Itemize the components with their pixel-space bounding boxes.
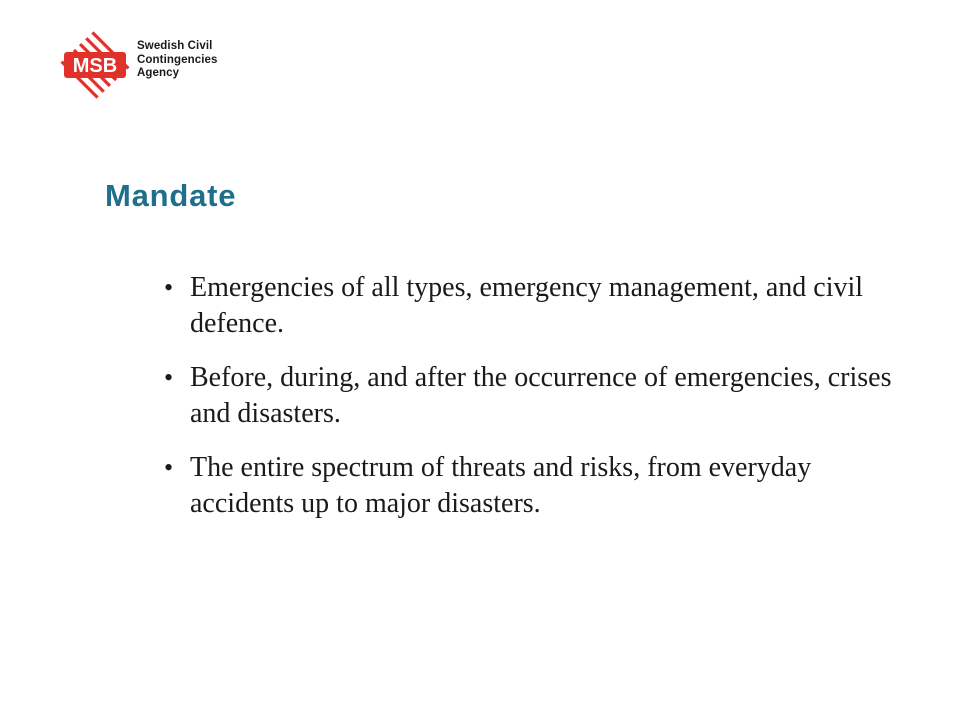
bullet-text: Emergencies of all types, emergency management, and civil defence. [190,272,864,339]
msb-logo [56,28,256,98]
bullet-item [160,270,920,342]
bullet-list [160,270,920,540]
bullet-item [160,450,920,522]
logo-line-3: Agency [137,67,180,79]
bullet-item [160,360,920,432]
logo-line-1: Swedish Civil [137,40,213,52]
bullet-text: The entire spectrum of threats and risks, from everyday accidents up to major disasters. [190,452,812,519]
bullet-text: Before, during, and after the occurrence of emergencies, crises and disasters. [190,362,892,429]
logo-wordmark [137,40,218,81]
slide-title: Mandate [105,178,237,213]
msb-logo-mark-icon [56,28,134,102]
logo-mark-text: MSB [72,55,118,77]
logo-line-2: Contingencies [137,53,218,66]
bullet-marker: • [164,453,174,482]
bullet-marker: • [164,273,174,302]
bullet-marker: • [164,363,174,392]
